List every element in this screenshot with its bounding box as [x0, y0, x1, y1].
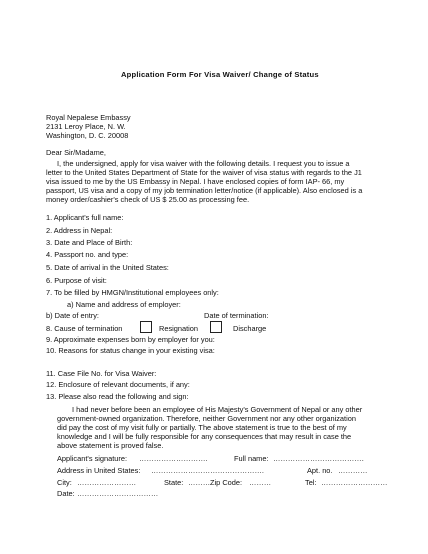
declaration-line-1: I had never before been an employee of His Majesty's Government of Nepal or any other — [72, 405, 363, 414]
apt-no-field[interactable]: ………… — [338, 466, 368, 475]
date-label: Date: — [57, 489, 75, 498]
tel-field[interactable]: ……………………… — [321, 478, 388, 487]
signature-label: Applicant's signature: — [57, 454, 128, 463]
embassy-city: Washington, D. C. 20008 — [46, 131, 129, 140]
declaration-line-2: government-owned organization. Therefore, neither Government nor any other organization — [57, 414, 356, 423]
date-field[interactable]: …………………………… — [77, 489, 159, 498]
state-field[interactable]: ……… — [188, 478, 211, 487]
embassy-street: 2131 Leroy Place, N. W. — [46, 122, 126, 131]
us-address-field[interactable]: ………………………………………. — [151, 466, 264, 475]
intro-line-2: letter to the United States Department of State for the waiver of visa status with regards to the J1 — [46, 168, 362, 177]
discharge-label: Discharge — [233, 324, 267, 333]
intro-line-1: I, the undersigned, apply for visa waiver with the following details. I request you to issue a — [57, 159, 350, 168]
item-applicant-name: 1. Applicant's full name: — [46, 213, 124, 222]
city-label: City: — [57, 478, 72, 487]
item-enclosures: 12. Enclosure of relevant documents, if any: — [46, 380, 190, 389]
full-name-label: Full name: — [234, 454, 269, 463]
item-date-termination: Date of termination: — [204, 311, 269, 320]
item-purpose: 6. Purpose of visit: — [46, 276, 107, 285]
intro-line-5: money order/cashier's check of US $ 25.00 as processing fee. — [46, 195, 250, 204]
discharge-checkbox[interactable] — [210, 321, 222, 333]
resignation-checkbox[interactable] — [140, 321, 152, 333]
intro-line-3: visa issued to me by the US Embassy in Nepal. I have enclosed copies of form IAP- 66, my — [46, 177, 345, 186]
declaration-line-3: did pay the cost of my visit fully or partially. The above statement is true to the best of my — [57, 423, 347, 432]
state-label: State: — [164, 478, 184, 487]
item-employer: a) Name and address of employer: — [67, 300, 181, 309]
item-read-sign: 13. Please also read the following and sign: — [46, 392, 189, 401]
item-cause-termination: 8. Cause of termination — [46, 324, 123, 333]
form-title: Application Form For Visa Waiver/ Change of Status — [121, 70, 319, 79]
item-address-nepal: 2. Address in Nepal: — [46, 226, 113, 235]
resignation-label: Resignation — [159, 324, 199, 333]
zip-code-field[interactable]: ……… — [249, 478, 272, 487]
item-reasons: 10. Reasons for status change in your existing visa: — [46, 346, 215, 355]
signature-field[interactable]: ………………………. — [139, 454, 208, 463]
apt-no-label: Apt. no. — [307, 466, 333, 475]
item-date-entry: b) Date of entry: — [46, 311, 99, 320]
declaration-line-4: knowledge and I will be fully responsible for any consequences that may result in case the — [57, 432, 352, 441]
city-field[interactable]: …………………… — [77, 478, 137, 487]
zip-code-label: Zip Code: — [210, 478, 243, 487]
item-case-file: 11. Case File No. for Visa Waiver: — [46, 369, 157, 378]
item-hmgn: 7. To be filled by HMGN/Institutional employees only: — [46, 288, 219, 297]
tel-label: Tel: — [305, 478, 317, 487]
item-birth: 3. Date and Place of Birth: — [46, 238, 133, 247]
declaration-line-5: above statement is proved false. — [57, 441, 164, 450]
us-address-label: Address in United States: — [57, 466, 141, 475]
item-arrival-date: 5. Date of arrival in the United States: — [46, 263, 169, 272]
embassy-name: Royal Nepalese Embassy — [46, 113, 131, 122]
salutation: Dear Sir/Madame, — [46, 148, 106, 157]
full-name-field[interactable]: ………………………………. — [273, 454, 364, 463]
item-passport: 4. Passport no. and type: — [46, 250, 129, 259]
item-expenses: 9. Approximate expenses born by employer for you: — [46, 335, 215, 344]
intro-line-4: passport, US visa and a copy of my job termination letter/notice (if applicable). Also enclosed is a — [46, 186, 363, 195]
